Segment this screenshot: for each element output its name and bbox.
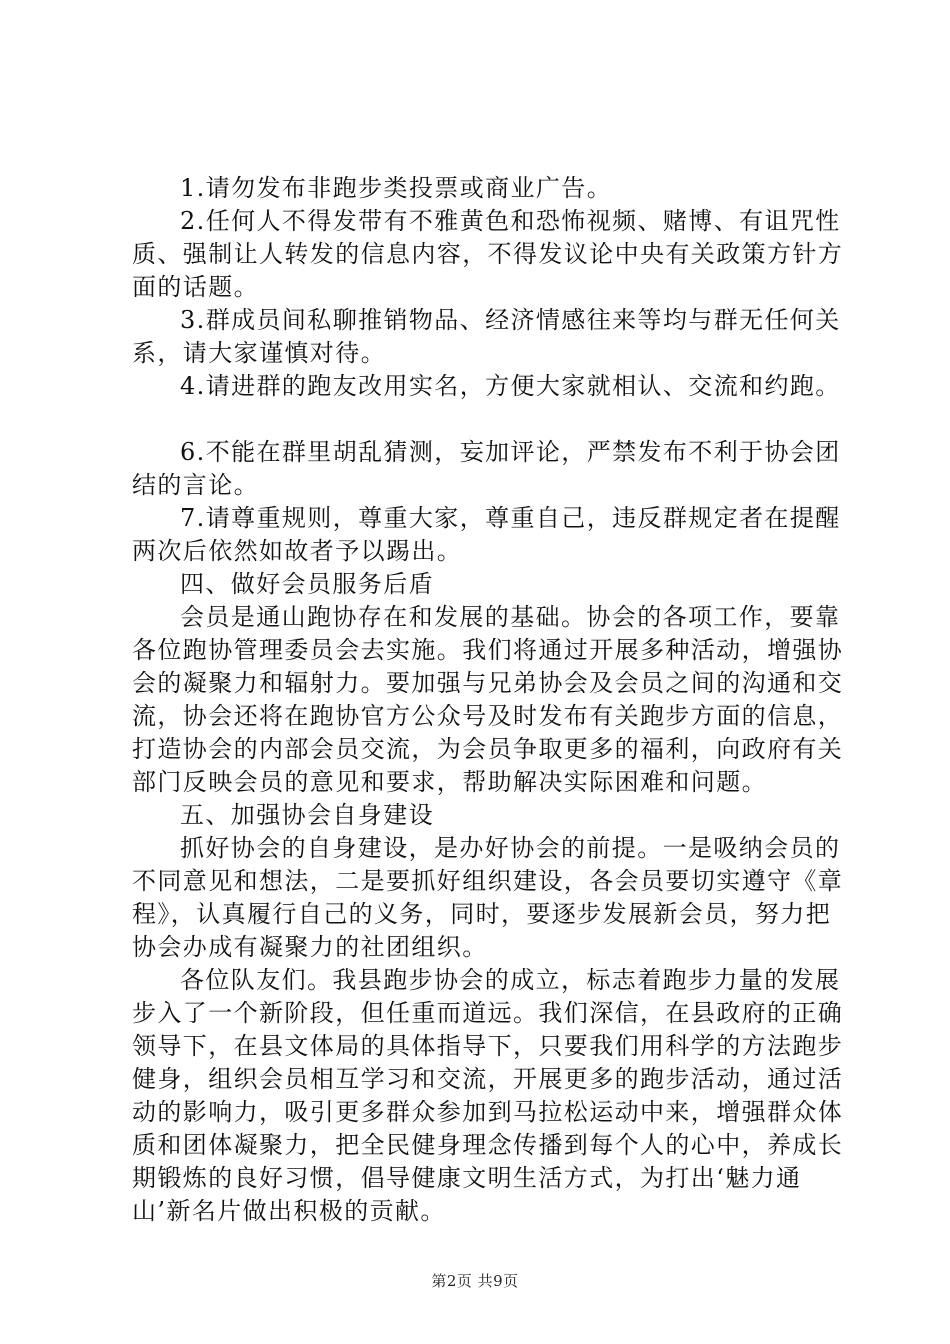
blank-line	[132, 403, 847, 436]
section-5-body: 抓好协会的自身建设，是办好协会的前提。一是吸纳会员的不同意见和想法，二是要抓好组织建设，各会员要切实遵守《章程》，认真履行自己的义务，同时，要逐步发展新会员，努力把协会办成有凝聚力的社团组织。	[132, 834, 844, 961]
rule-4-paragraph: 4.请进群的跑友改用实名，方便大家就相认、交流和约跑。	[180, 372, 841, 400]
section-4-body: 会员是通山跑协存在和发展的基础。协会的各项工作，要靠各位跑协管理委员会去实施。我们将通过开展多种活动，增强协会的凝聚力和辐射力。要加强与兄弟协会及会员之间的沟通和交流，协会还将在跑协官方公众号及时发布有关跑步方面的信息，打造协会的内部会员交流，为会员争取更多的福利，向政府有关部门反映会员的意见和要求，帮助解决实际困难和问题。	[132, 603, 844, 796]
rule-1-paragraph: 1.请勿发布非跑步类投票或商业广告。	[180, 174, 613, 202]
section-5-heading: 五、加强协会自身建设	[180, 801, 434, 829]
rule-2-paragraph: 2.任何人不得发带有不雅黄色和恐怖视频、赌博、有诅咒性质、强制让人转发的信息内容，不得发议论中央有关政策方针方面的话题。	[132, 207, 844, 301]
section-4-heading: 四、做好会员服务后盾	[180, 570, 434, 598]
page-number-footer: 第2页 共9页	[431, 1272, 519, 1290]
rule-6-paragraph: 6.不能在群里胡乱猜测，妄加评论，严禁发布不利于协会团结的言论。	[132, 438, 841, 499]
rule-7-paragraph: 7.请尊重规则，尊重大家，尊重自己，违反群规定者在提醒两次后依然如故者予以踢出。	[132, 504, 841, 565]
rule-3-paragraph: 3.群成员间私聊推销物品、经济情感往来等均与群无任何关系，请大家谨慎对待。	[132, 306, 841, 367]
closing-paragraph: 各位队友们。我县跑步协会的成立，标志着跑步力量的发展步入了一个新阶段，但任重而道远。我们深信，在县政府的正确领导下，在县文体局的具体指导下，只要我们用科学的方法跑步健身，组织会员相互学习和交流，开展更多的跑步活动，通过活动的影响力，吸引更多群众参加到马拉松运动中来，增强群众体质和团体凝聚力，把全民健身理念传播到每个人的心中，养成长期锻炼的良好习惯，倡导健康文明生活方式，为打出‘魅力通山’新名片做出积极的贡献。	[132, 966, 844, 1225]
document-body	[132, 172, 847, 1228]
